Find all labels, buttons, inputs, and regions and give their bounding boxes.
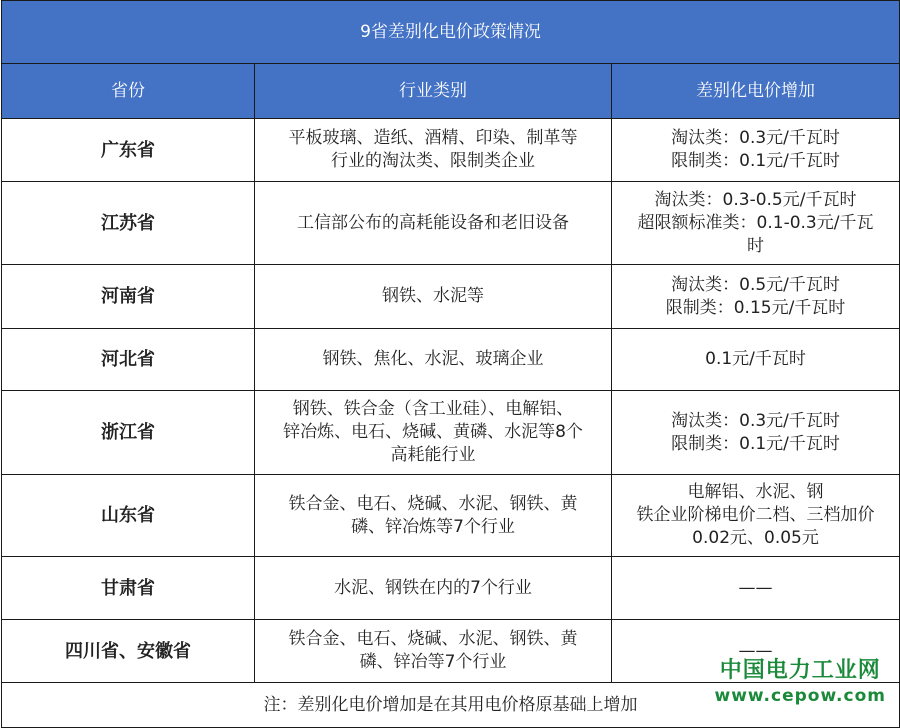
increase-cell: —— bbox=[612, 620, 900, 683]
watermark-logo bbox=[715, 653, 887, 706]
increase-cell: 淘汰类：0.3元/千瓦时 限制类：0.1元/千瓦时 bbox=[612, 119, 900, 182]
table-row bbox=[2, 265, 900, 329]
industry-cell: 钢铁、水泥等 bbox=[255, 265, 612, 329]
province-cell: 江苏省 bbox=[2, 182, 255, 265]
table-row bbox=[2, 182, 900, 265]
industry-cell: 铁合金、电石、烧碱、水泥、钢铁、黄 磷、锌冶等7个行业 bbox=[255, 620, 612, 683]
table-row bbox=[2, 391, 900, 475]
province-cell: 河南省 bbox=[2, 265, 255, 329]
increase-cell: 淘汰类：0.3-0.5元/千瓦时 超限额标准类：0.1-0.3元/千瓦 时 bbox=[612, 182, 900, 265]
province-cell: 广东省 bbox=[2, 119, 255, 182]
header-industry: 行业类别 bbox=[255, 64, 612, 119]
increase-cell: 电解铝、水泥、钢 铁企业阶梯电价二档、三档加价 0.02元、0.05元 bbox=[612, 475, 900, 557]
increase-cell: 淘汰类：0.3元/千瓦时 限制类：0.1元/千瓦时 bbox=[612, 391, 900, 475]
industry-cell: 钢铁、铁合金（含工业硅）、电解铝、 锌冶炼、电石、烧碱、黄磷、水泥等8个 高耗能行业 bbox=[255, 391, 612, 475]
province-cell: 河北省 bbox=[2, 329, 255, 391]
industry-cell: 平板玻璃、造纸、酒精、印染、制革等 行业的淘汰类、限制类企业 bbox=[255, 119, 612, 182]
header-province: 省份 bbox=[2, 64, 255, 119]
industry-cell: 工信部公布的高耗能设备和老旧设备 bbox=[255, 182, 612, 265]
watermark-url: www.cepow.com bbox=[714, 686, 886, 706]
title-row bbox=[2, 1, 900, 64]
increase-cell: —— bbox=[612, 557, 900, 620]
industry-cell: 钢铁、焦化、水泥、玻璃企业 bbox=[255, 329, 612, 391]
table-row bbox=[2, 329, 900, 391]
policy-table bbox=[1, 0, 900, 728]
province-cell: 四川省、安徽省 bbox=[2, 620, 255, 683]
table-row bbox=[2, 557, 900, 620]
industry-cell: 铁合金、电石、烧碱、水泥、钢铁、黄 磷、锌冶炼等7个行业 bbox=[255, 475, 612, 557]
header-row bbox=[2, 64, 900, 119]
province-cell: 山东省 bbox=[2, 475, 255, 557]
industry-cell: 水泥、钢铁在内的7个行业 bbox=[255, 557, 612, 620]
table-note: 注：差别化电价增加是在其用电价格原基础上增加 bbox=[2, 683, 900, 728]
increase-cell: 0.1元/千瓦时 bbox=[612, 329, 900, 391]
increase-cell: 淘汰类：0.5元/千瓦时 限制类：0.15元/千瓦时 bbox=[612, 265, 900, 329]
table-row bbox=[2, 475, 900, 557]
header-increase: 差别化电价增加 bbox=[612, 64, 900, 119]
table-row bbox=[2, 119, 900, 182]
province-cell: 甘肃省 bbox=[2, 557, 255, 620]
table-title: 9省差别化电价政策情况 bbox=[2, 1, 900, 64]
watermark-name: 中国电力工业网 bbox=[719, 658, 881, 683]
province-cell: 浙江省 bbox=[2, 391, 255, 475]
